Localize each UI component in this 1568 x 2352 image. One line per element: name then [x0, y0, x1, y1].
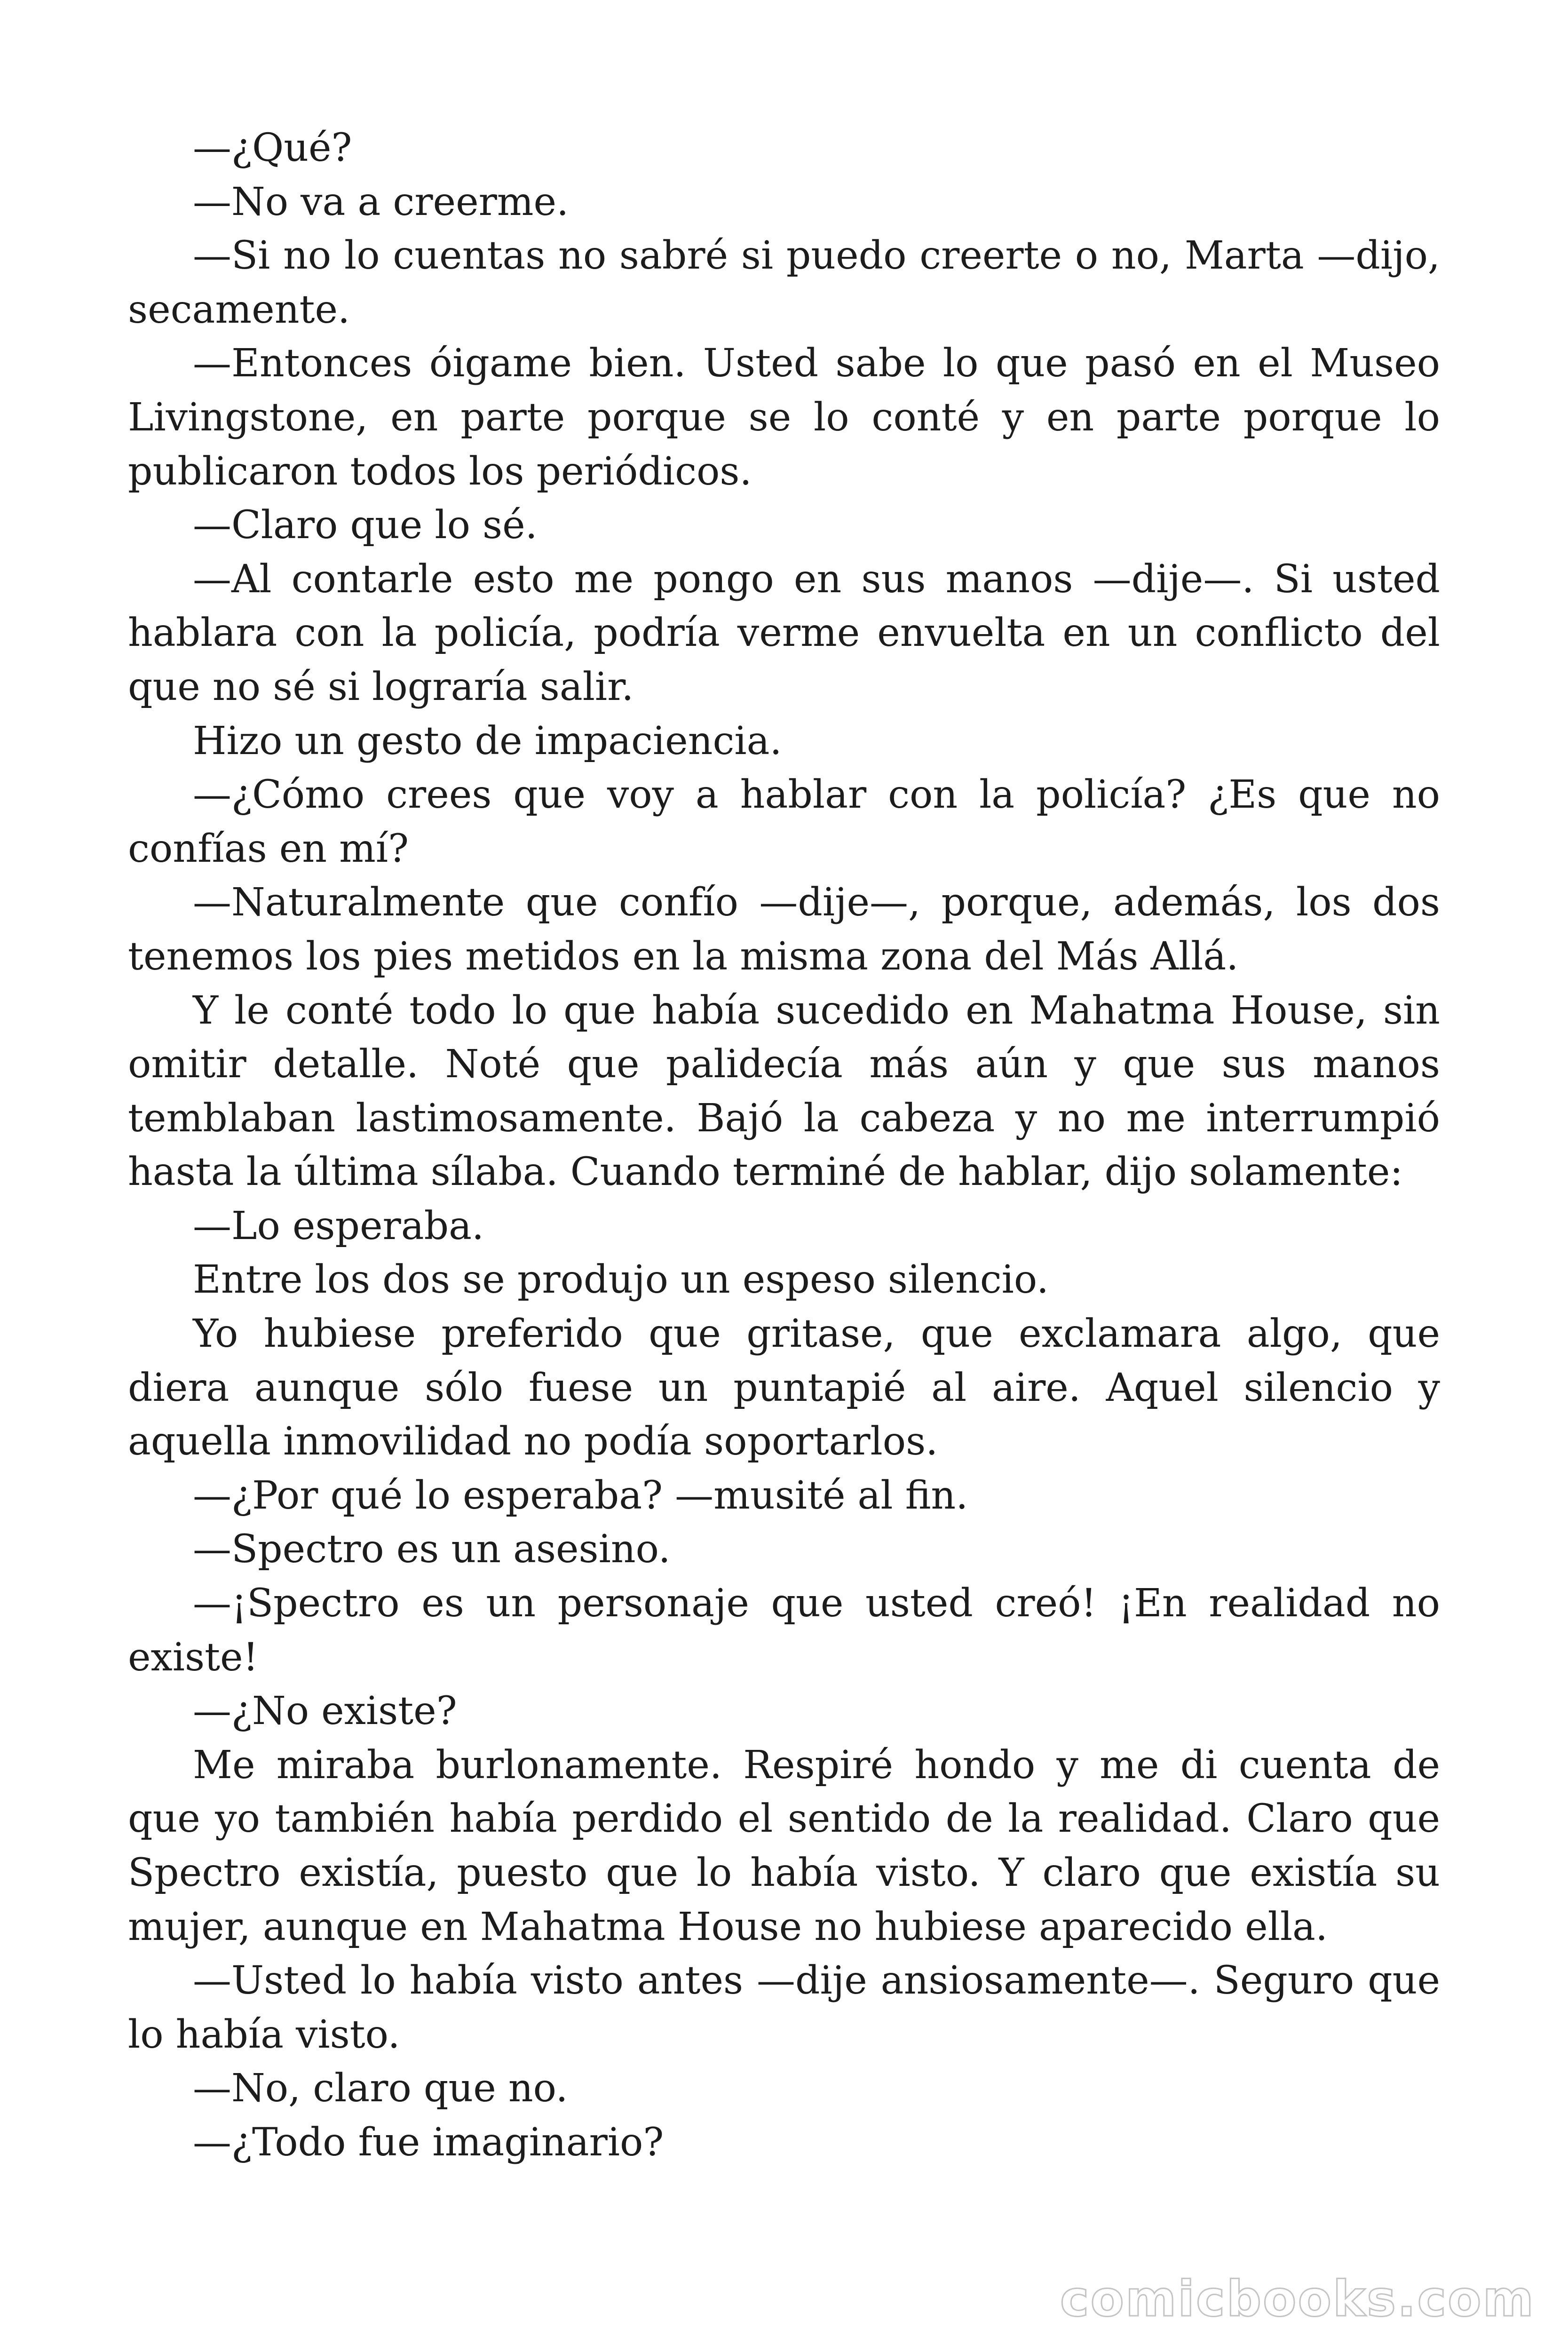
paragraph: —¿Qué?	[193, 126, 352, 170]
paragraph: —¿Cómo crees que voy a hablar con la policía? ¿Es que no confías en mí?	[128, 772, 1440, 871]
paragraph: —¿Por qué lo esperaba? —musité al fin.	[193, 1473, 968, 1518]
paragraph: —Lo esperaba.	[193, 1203, 484, 1248]
paragraph: —No va a creerme.	[193, 179, 569, 224]
paragraph: —No, claro que no.	[193, 2066, 568, 2111]
paragraph: —¿Todo fue imaginario?	[193, 2120, 664, 2165]
body-text	[128, 121, 1440, 2170]
paragraph: —Naturalmente que confío —dije—, porque, además, los dos tenemos los pies metidos en la misma zona del Más Allá.	[128, 880, 1440, 979]
paragraph: Yo hubiese preferido que gritase, que exclamara algo, que diera aunque sólo fuese un puntapié al aire. Aquel silencio y aquella inmovilidad no podía soportarlos.	[128, 1311, 1440, 1464]
paragraph: —¡Spectro es un personaje que usted creó! ¡En realidad no existe!	[128, 1581, 1440, 1680]
paragraph: —Usted lo había visto antes —dije ansiosamente—. Seguro que lo había visto.	[128, 1958, 1440, 2057]
paragraph: —¿No existe?	[193, 1689, 457, 1734]
watermark: comicbooks.com	[1060, 2270, 1535, 2328]
paragraph: —Spectro es un asesino.	[193, 1527, 671, 1572]
paragraph: Hizo un gesto de impaciencia.	[193, 718, 782, 763]
paragraph: —Claro que lo sé.	[193, 503, 538, 548]
paragraph: Me miraba burlonamente. Respiré hondo y me di cuenta de que yo también había perdido el sentido de la realidad. Claro que Spectro existía, puesto que lo había visto. Y claro que existía su mujer, aunque en Mahatma House no hubiese aparecido ella.	[128, 1742, 1440, 1949]
paragraph: —Entonces óigame bien. Usted sabe lo que pasó en el Museo Livingstone, en parte porque se lo conté y en parte porque lo publicaron todos los periódicos.	[128, 341, 1440, 494]
paragraph: —Al contarle esto me pongo en sus manos —dije—. Si usted hablara con la policía, podría verme envuelta en un conflicto del que no sé si lograría salir.	[128, 556, 1440, 709]
paragraph: Entre los dos se produjo un espeso silencio.	[193, 1257, 1049, 1303]
paragraph: —Si no lo cuentas no sabré si puedo creerte o no, Marta —dijo, secamente.	[128, 233, 1440, 332]
paragraph: Y le conté todo lo que había sucedido en Mahatma House, sin omitir detalle. Noté que palidecía más aún y que sus manos temblaban lastimosamente. Bajó la cabeza y no me interrumpió hasta la última sílaba. Cuando terminé de hablar, dijo solamente:	[128, 988, 1440, 1195]
